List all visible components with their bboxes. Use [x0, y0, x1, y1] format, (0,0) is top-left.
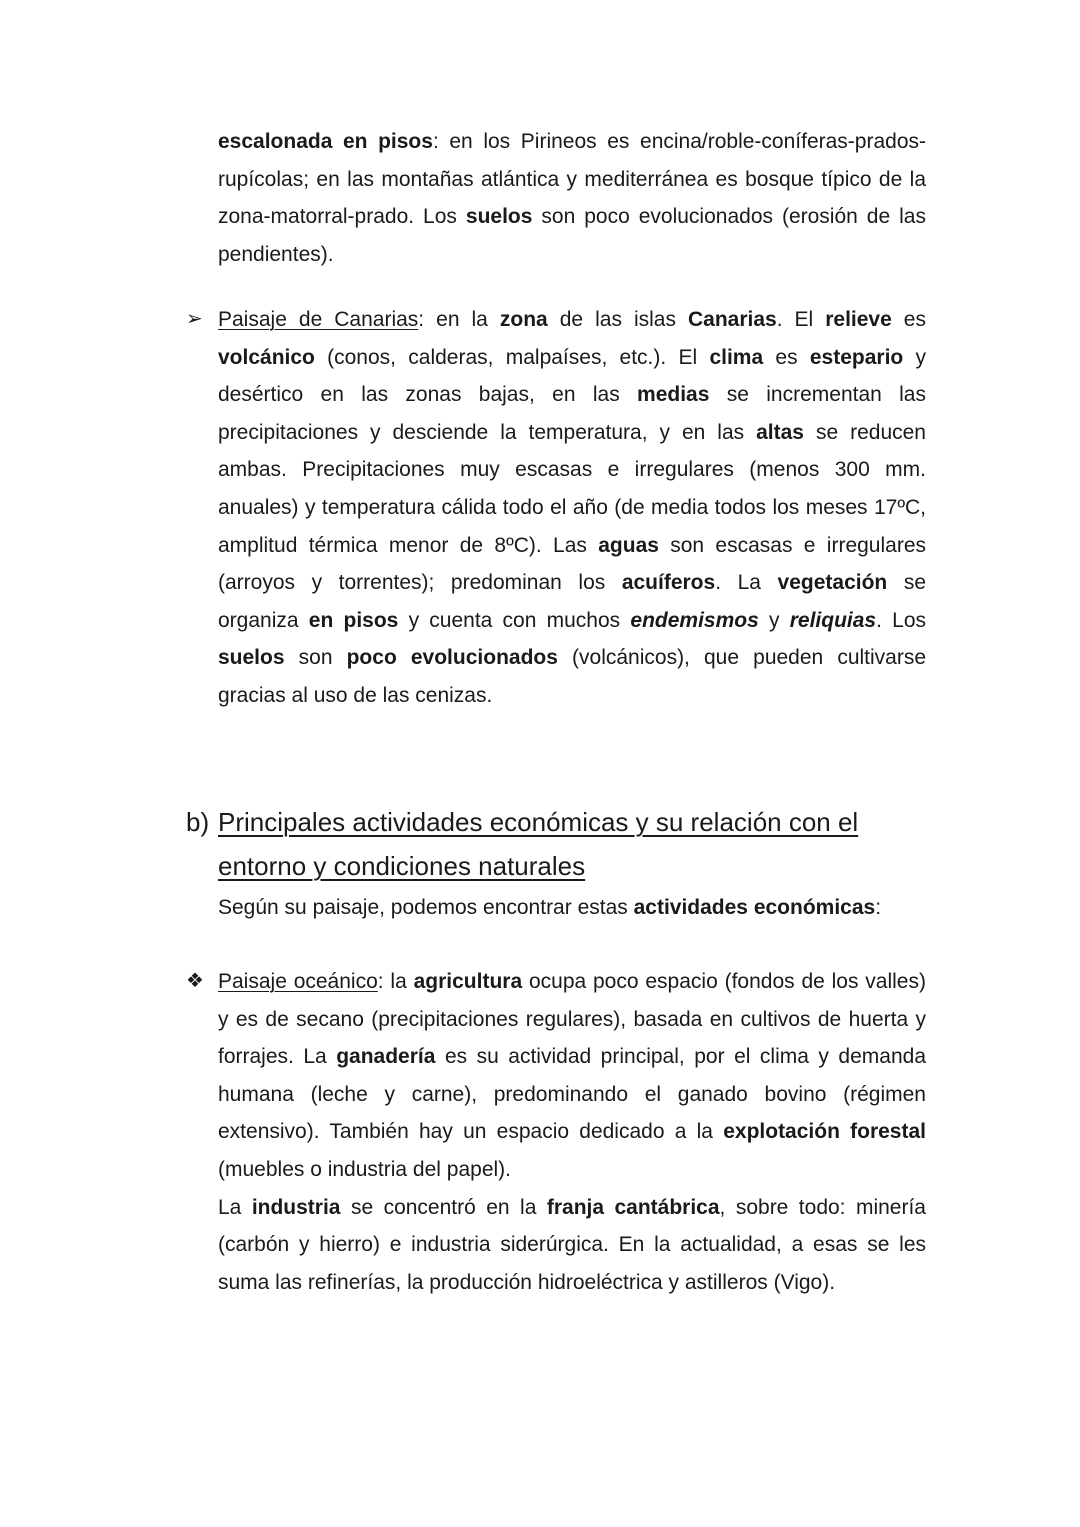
- section-b-heading: Principales actividades económicas y su relación con el entorno y condiciones naturales: [218, 807, 859, 881]
- canarias-paragraph: Paisaje de Canarias: en la zona de las islas Canarias. El relieve es volcánico (conos, calderas, malpaíses, etc.). El clima es estepario y desértico en las zonas bajas, en las medias se incrementan las precipitaciones y desciende la temperatura, y en las altas se reducen ambas. Precipitaciones muy escasas e irregulares (menos 300 mm. anuales) y temperatura cálida todo el año (de media todos los meses 17ºC, amplitud térmica menor de 8ºC). Las aguas son escasas e irregulares (arroyos y torrentes); predominan los acuíferos. La vegetación se organiza en pisos y cuenta con muchos endemismos y reliquias. Los suelos son poco evolucionados (volcánicos), que pueden cultivarse gracias al uso de las cenizas.: [218, 308, 927, 707]
- continuation-paragraph: escalonada en pisos: en los Pirineos es encina/roble-coníferas-prados-rupícolas; en las montañas atlántica y mediterránea es bosque típico de la zona-matorral-prado. Los suelos son poco evolucionados (erosión de las pendientes).: [218, 130, 926, 266]
- term-suelos: suelos: [465, 205, 533, 229]
- term-escalonada: escalonada en pisos: [218, 130, 433, 153]
- section-b-intro: Según su paisaje, podemos encontrar estas actividades económicas:: [218, 896, 882, 919]
- diamond-bullet-icon: ❖: [186, 970, 204, 992]
- canarias-title: Paisaje de Canarias: [218, 308, 419, 331]
- oceanico-paragraph: Paisaje oceánico: la agricultura ocupa poco espacio (fondos de los valles) y es de secano (precipitaciones regulares), basada en cultivos de huerta y forrajes. La ganadería es su actividad principal, por el clima y demanda humana (leche y carne), predominando el ganado bovino (régimen extensivo). También hay un espacio dedicado a la explotación forestal (muebles o industria del papel). La industria se concentró en la franja cantábrica, sobre todo: minería (carbón y hierro) e industria siderúrgica. En la actualidad, a esas se les suma las refinerías, la producción hidroeléctrica y astilleros (Vigo).: [218, 963, 926, 1301]
- oceanico-industry-paragraph: La industria se concentró en la franja cantábrica, sobre todo: minería (carbón y hierro) e industria siderúrgica. En la actualidad, a esas se les suma las refinerías, la producción hidroeléctrica y astilleros (Vigo).: [218, 1195, 926, 1294]
- arrow-bullet-icon: ➢: [186, 308, 203, 330]
- oceanico-title: Paisaje oceánico: [218, 970, 378, 993]
- section-b-marker: b): [186, 807, 210, 837]
